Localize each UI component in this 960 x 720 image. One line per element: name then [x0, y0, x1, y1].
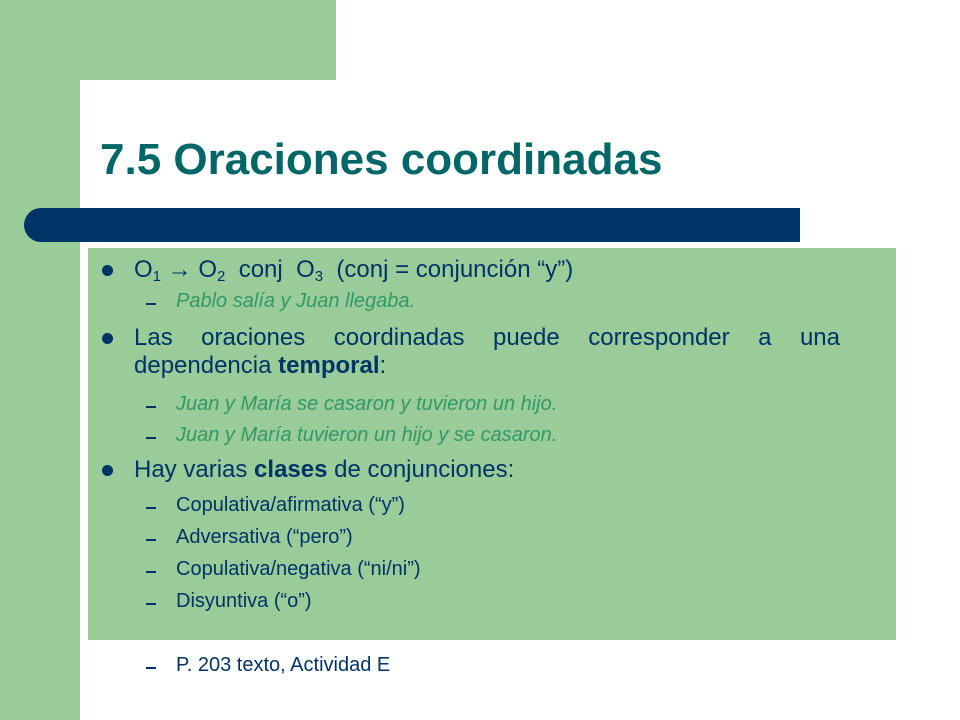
left-green-panel — [0, 0, 80, 720]
dash-marker — [146, 507, 156, 509]
dash-marker — [146, 667, 156, 669]
conjunction-type: Adversativa (“pero”) — [176, 526, 353, 548]
bullet-dot — [102, 333, 113, 344]
clause-o2: O — [198, 256, 218, 283]
title-underline-bar — [24, 208, 800, 242]
dash-marker — [146, 303, 156, 305]
example-text: Juan y María se casaron y tuvieron un hijo. — [176, 393, 558, 415]
bullet-dot — [102, 265, 113, 276]
bullet-text — [134, 456, 854, 484]
dash-marker — [146, 603, 156, 605]
dash-marker — [146, 571, 156, 573]
text-part: Hay varias — [134, 456, 255, 483]
arrow: → — [161, 256, 199, 283]
bold-term: temporal — [278, 352, 380, 379]
dash-marker — [146, 406, 156, 408]
text-part: de conjunciones: — [327, 456, 515, 483]
bullet-text — [134, 324, 840, 380]
bullet-text — [134, 256, 854, 284]
example-text: Juan y María tuvieron un hijo y se casaron. — [176, 424, 558, 446]
reference-text: P. 203 texto, Actividad E — [176, 654, 391, 676]
text-part: Las oraciones coordinadas puede corresponder a una dependencia — [134, 324, 840, 379]
dash-marker — [146, 539, 156, 541]
top-green-panel — [0, 0, 336, 80]
text-part: : — [379, 352, 387, 379]
clause-o3: O — [296, 256, 315, 283]
bold-term: clases — [254, 456, 328, 483]
dash-marker — [146, 437, 156, 439]
conj-label: conj — [225, 256, 297, 283]
clause-o3-sub: 3 — [314, 268, 324, 285]
example-text: Pablo salía y Juan llegaba. — [176, 290, 416, 312]
bullet-dot — [102, 465, 113, 476]
clause-o1-sub: 1 — [152, 268, 162, 285]
conj-definition: (conj = conjunción “y”) — [323, 256, 574, 283]
conjunction-type: Copulativa/negativa (“ni/ni”) — [176, 558, 421, 580]
clause-o1: O — [134, 256, 153, 283]
conjunction-type: Copulativa/afirmativa (“y”) — [176, 494, 405, 516]
slide-title: 7.5 Oraciones coordinadas — [100, 135, 663, 184]
conjunction-type: Disyuntiva (“o”) — [176, 590, 312, 612]
clause-o2-sub: 2 — [217, 268, 226, 285]
